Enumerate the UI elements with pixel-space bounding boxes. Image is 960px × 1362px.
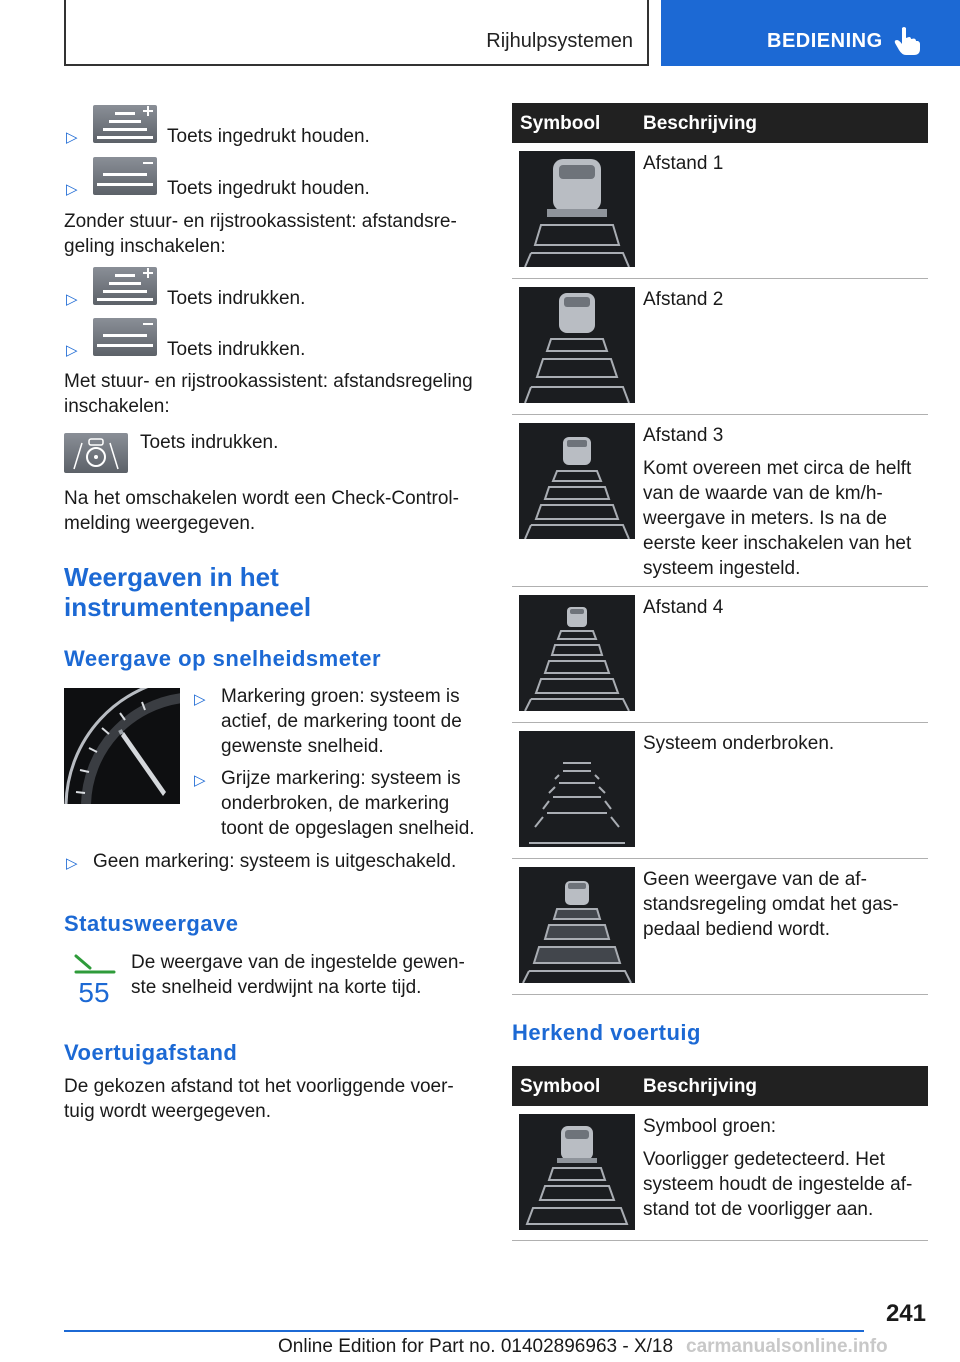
- header-section-box: [661, 0, 960, 66]
- distance-4-thumbnail: [519, 595, 635, 711]
- bullet-marker: ▷: [66, 855, 78, 872]
- steering-assistant-button-image: [64, 433, 128, 473]
- paragraph-without-steering: Zonder stuur- en rijstrookassistent: afstandsre-geling inschakelen:: [64, 211, 457, 257]
- row-divider: [512, 722, 928, 723]
- car-distance-3-icon: [519, 423, 635, 539]
- description-line: Voorligger gedetecteerd. Het systeem houdt de ingestelde af-stand tot de voorligger aan.: [643, 1149, 913, 1220]
- row-description: [643, 287, 923, 320]
- distance-text: De gekozen afstand tot het voorliggende voer-tuig wordt weergegeven.: [64, 1076, 454, 1122]
- speedometer-image: [64, 688, 180, 804]
- status-value: 55: [78, 977, 110, 1004]
- table-header: [512, 103, 928, 143]
- distance-decrease-button-image: [93, 318, 157, 356]
- header-chapter-box: [64, 0, 649, 66]
- distance-decrease-button-image: [93, 157, 157, 195]
- car-override-icon: [519, 867, 635, 983]
- car-detected-icon: [519, 1114, 635, 1230]
- distance-minus-icon: [93, 318, 157, 356]
- table-header: [512, 1066, 928, 1106]
- row-divider: [512, 858, 928, 859]
- speedo-bullet-grey: Grijze markering: systeem is onderbroken, de markering toont de opgeslagen snelheid.: [221, 768, 475, 839]
- status-text: De weergave van de ingestelde gewen-ste snelheid verdwijnt na korte tijd.: [131, 952, 465, 998]
- description-line: Afstand 1: [643, 153, 724, 174]
- row-description: [643, 423, 923, 589]
- distance-2-thumbnail: [519, 287, 635, 403]
- distance-increase-button-image: [93, 267, 157, 305]
- distance-plus-icon: [93, 267, 157, 305]
- row-divider: [512, 994, 928, 995]
- column-header-description: Beschrijving: [643, 113, 758, 134]
- steering-button-text: Toets indrukken.: [140, 432, 279, 453]
- row-divider: [512, 278, 928, 279]
- description-line: Afstand 3: [643, 425, 724, 446]
- bullet-marker: ▷: [194, 772, 206, 789]
- distance-minus-icon: [93, 157, 157, 195]
- row-divider: [512, 586, 928, 587]
- speedo-bullet-green: Markering groen: systeem is actief, de markering toont de gewenste snelheid.: [221, 686, 462, 757]
- row-divider: [512, 414, 928, 415]
- bullet-marker: ▷: [66, 181, 78, 198]
- heading-instrument-panel: [64, 562, 311, 622]
- heading-distance: Voertuigafstand: [64, 1040, 238, 1065]
- description-line: Systeem onderbroken.: [643, 733, 835, 754]
- footer-divider: [64, 1330, 864, 1332]
- heading-line: Weergaven in het: [64, 562, 279, 592]
- car-distance-4-icon: [519, 595, 635, 711]
- bullet-marker: ▷: [194, 691, 206, 708]
- row-description: [643, 595, 923, 628]
- row-description: [643, 1114, 923, 1230]
- footer-edition: Online Edition for Part no. 01402896963 - X/18: [278, 1336, 674, 1357]
- column-header-symbol: Symbool: [520, 1076, 601, 1097]
- hand-pointer-icon: [893, 26, 921, 56]
- description-line: Afstand 2: [643, 289, 724, 310]
- item-text: Toets indrukken.: [167, 288, 306, 309]
- page-number: 241: [885, 1300, 926, 1327]
- steering-wheel-icon: [64, 433, 128, 473]
- row-divider: [512, 1240, 928, 1241]
- lane-interrupted-icon: [519, 731, 635, 847]
- description-line: Geen weergave van de af-standsregeling omdat het gas-pedaal bediend wordt.: [643, 869, 899, 940]
- heading-line: instrumentenpaneel: [64, 592, 312, 622]
- set-speed-status-icon: [68, 952, 120, 1004]
- distance-plus-icon: [93, 105, 157, 143]
- row-description: [643, 731, 923, 764]
- paragraph-after-switch: Na het omschakelen wordt een Check-Control-melding weergegeven.: [64, 488, 459, 534]
- bullet-marker: ▷: [66, 342, 78, 359]
- bullet-marker: ▷: [66, 291, 78, 308]
- footer-watermark-logo: carmanualsonline.info: [686, 1336, 888, 1357]
- bullet-marker: ▷: [66, 129, 78, 146]
- description-line: Symbool groen:: [643, 1116, 777, 1137]
- heading-speedometer: Weergave op snelheidsmeter: [64, 646, 382, 671]
- section-title: BEDIENING: [767, 30, 883, 52]
- row-description: [643, 151, 923, 184]
- item-text: Toets indrukken.: [167, 339, 306, 360]
- vehicle-detected-thumbnail: [519, 1114, 635, 1230]
- car-distance-2-icon: [519, 287, 635, 403]
- column-header-description: Beschrijving: [643, 1076, 758, 1097]
- item-text: Toets ingedrukt houden.: [167, 178, 370, 199]
- distance-increase-button-image: [93, 105, 157, 143]
- system-interrupted-thumbnail: [519, 731, 635, 847]
- accelerator-override-thumbnail: [519, 867, 635, 983]
- item-text: Toets ingedrukt houden.: [167, 126, 370, 147]
- column-header-symbol: Symbool: [520, 113, 601, 134]
- row-description: [643, 867, 923, 950]
- heading-status: Statusweergave: [64, 911, 239, 936]
- description-line: Komt overeen met circa de helft van de waarde van de km/h-weergave in meters. Is na de eerste keer inschakelen van het systeem ingesteld.: [643, 458, 912, 579]
- distance-1-thumbnail: [519, 151, 635, 267]
- distance-3-thumbnail: [519, 423, 635, 539]
- speedometer-marking-icon: [64, 688, 180, 804]
- description-line: Afstand 4: [643, 597, 724, 618]
- heading-detected-vehicle: Herkend voertuig: [512, 1020, 701, 1045]
- chapter-title: Rijhulpsystemen: [486, 30, 633, 52]
- paragraph-with-steering: Met stuur- en rijstrookassistent: afstandsregeling inschakelen:: [64, 371, 473, 417]
- car-distance-1-icon: [519, 151, 635, 267]
- bullet-no-marking: Geen markering: systeem is uitgeschakeld.: [93, 851, 457, 872]
